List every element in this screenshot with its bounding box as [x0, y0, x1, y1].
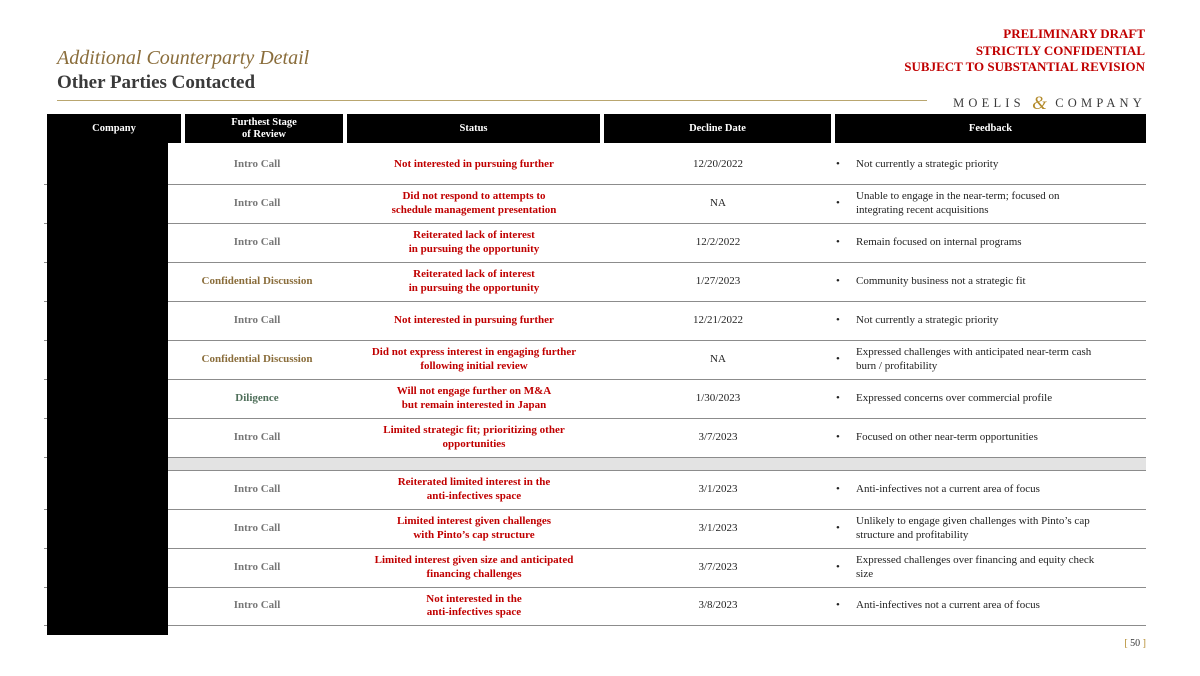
- slide-subtitle: Other Parties Contacted: [57, 72, 256, 93]
- draft-line-1: PRELIMINARY DRAFT: [1003, 26, 1145, 41]
- col-header-decline-date: Decline Date: [604, 114, 831, 143]
- row-tick: [44, 301, 47, 302]
- feedback-line: Expressed concerns over commercial profile: [856, 391, 1053, 404]
- status-line: Reiterated limited interest in the: [397, 476, 551, 488]
- bullet-icon: •: [836, 235, 840, 248]
- feedback-line: Anti-infectives not a current area of focus: [856, 599, 1040, 612]
- feedback-cell: [836, 470, 1136, 509]
- status-cell: [346, 301, 602, 340]
- table-row: [168, 340, 1146, 380]
- feedback-cell: [836, 262, 1136, 301]
- feedback-line: Unable to engage in the near-term; focused on: [856, 190, 1060, 202]
- feedback-line: integrating recent acquisitions: [856, 203, 989, 216]
- feedback-line: Not currently a strategic priority: [856, 313, 999, 326]
- bullet-icon: •: [836, 521, 840, 534]
- status-line: following initial review: [420, 359, 528, 372]
- logo-left: MOELIS: [953, 96, 1025, 110]
- stage-cell: Intro Call: [233, 196, 281, 209]
- table-row: [168, 262, 1146, 302]
- stage-cell: Intro Call: [233, 599, 281, 612]
- decline-date-cell: 3/8/2023: [698, 599, 738, 612]
- bullet-icon: •: [836, 560, 840, 573]
- status-cell: [346, 184, 602, 223]
- feedback-line: size: [856, 567, 874, 580]
- logo-ampersand: &: [1032, 93, 1048, 114]
- status-line: Limited strategic fit; prioritizing other: [383, 424, 565, 436]
- bullet-icon: •: [836, 196, 840, 209]
- row-tick: [44, 587, 47, 588]
- table-row: [168, 548, 1146, 588]
- table-row: [168, 301, 1146, 341]
- status-line: with Pinto’s cap structure: [413, 528, 535, 541]
- table-row: [168, 587, 1146, 626]
- feedback-line: Remain focused on internal programs: [856, 235, 1022, 248]
- col-header-status: Status: [347, 114, 600, 143]
- decline-date-cell: 3/7/2023: [698, 560, 738, 573]
- bullet-icon: •: [836, 430, 840, 443]
- row-tick: [44, 340, 47, 341]
- feedback-line: Not currently a strategic priority: [856, 157, 999, 170]
- logo-right: COMPANY: [1055, 96, 1146, 110]
- row-tick: [44, 457, 47, 458]
- bullet-icon: •: [836, 313, 840, 326]
- stage-cell: Intro Call: [233, 521, 281, 534]
- status-line: in pursuing the opportunity: [408, 242, 540, 255]
- redacted-company-block: [47, 143, 168, 635]
- feedback-line: Focused on other near-term opportunities: [856, 430, 1038, 443]
- status-cell: [346, 470, 602, 509]
- decline-date-cell: 3/7/2023: [698, 430, 738, 443]
- moelis-logo: [953, 91, 1146, 113]
- table-row: [168, 470, 1146, 510]
- decline-date-cell: 1/30/2023: [695, 391, 741, 404]
- decline-date-cell: 1/27/2023: [695, 274, 741, 287]
- row-tick: [44, 262, 47, 263]
- slide-title: Additional Counterparty Detail: [57, 47, 310, 69]
- table-row: [168, 418, 1146, 458]
- draft-notice: [904, 26, 1145, 76]
- stage-cell: Intro Call: [233, 482, 281, 495]
- row-tick: [44, 184, 47, 185]
- decline-date-cell: 12/2/2022: [695, 235, 741, 248]
- draft-line-3: SUBJECT TO SUBSTANTIAL REVISION: [904, 59, 1145, 74]
- feedback-cell: [836, 340, 1136, 379]
- decline-date-cell: NA: [710, 196, 726, 209]
- table-row: [168, 379, 1146, 419]
- status-cell: [346, 548, 602, 587]
- stage-cell: Intro Call: [233, 235, 281, 248]
- feedback-cell: [836, 587, 1136, 625]
- row-tick: [44, 625, 47, 626]
- feedback-cell: [836, 379, 1136, 418]
- row-tick: [44, 418, 47, 419]
- status-cell: [346, 262, 602, 301]
- status-line: Limited interest given challenges: [396, 515, 552, 527]
- status-line: Not interested in pursuing further: [394, 313, 554, 326]
- status-line: but remain interested in Japan: [401, 398, 547, 411]
- table-row: [168, 145, 1146, 185]
- stage-cell: Confidential Discussion: [201, 352, 313, 365]
- status-line: anti-infectives space: [426, 489, 522, 502]
- decline-date-cell: 12/21/2022: [692, 313, 744, 326]
- bullet-icon: •: [836, 482, 840, 495]
- page-number: [ 50 ]: [1124, 638, 1146, 649]
- feedback-line: Anti-infectives not a current area of focus: [856, 482, 1040, 495]
- status-line: schedule management presentation: [391, 203, 557, 216]
- bullet-icon: •: [836, 157, 840, 170]
- status-cell: [346, 418, 602, 457]
- stage-cell: Intro Call: [233, 313, 281, 326]
- table-row: [168, 184, 1146, 224]
- row-tick: [44, 223, 47, 224]
- feedback-line: Expressed challenges over financing and equity check: [856, 554, 1095, 566]
- feedback-line: Community business not a strategic fit: [856, 274, 1026, 287]
- stage-cell: Diligence: [235, 391, 279, 404]
- decline-date-cell: NA: [710, 352, 726, 365]
- status-line: Did not respond to attempts to: [402, 190, 546, 202]
- page-number-value: 50: [1130, 638, 1141, 649]
- col-header-stage: [185, 114, 343, 143]
- stage-cell: Intro Call: [233, 157, 281, 170]
- status-line: Not interested in the: [426, 592, 522, 605]
- feedback-line: Expressed challenges with anticipated near-term cash: [856, 346, 1092, 358]
- bullet-icon: •: [836, 274, 840, 287]
- status-line: Reiterated lack of interest: [413, 268, 535, 280]
- status-cell: [346, 145, 602, 184]
- decline-date-cell: 3/1/2023: [698, 521, 738, 534]
- decline-date-cell: 12/20/2022: [692, 157, 744, 170]
- status-line: in pursuing the opportunity: [408, 281, 540, 294]
- col-header-feedback: Feedback: [835, 114, 1146, 143]
- draft-line-2: STRICTLY CONFIDENTIAL: [975, 42, 1145, 58]
- title-rule: [57, 100, 927, 101]
- table-row: [168, 223, 1146, 263]
- status-cell: [346, 340, 602, 379]
- status-line: Will not engage further on M&A: [396, 385, 552, 397]
- feedback-line: Unlikely to engage given challenges with Pinto’s cap: [856, 515, 1090, 527]
- feedback-cell: [836, 184, 1136, 223]
- status-line: Reiterated lack of interest: [413, 229, 535, 241]
- status-cell: [346, 223, 602, 262]
- decline-date-cell: 3/1/2023: [698, 482, 738, 495]
- feedback-cell: [836, 223, 1136, 262]
- status-line: financing challenges: [426, 567, 522, 580]
- feedback-cell: [836, 145, 1136, 184]
- col-header-stage-line2: of Review: [241, 128, 287, 140]
- status-line: Limited interest given size and anticipated: [374, 554, 574, 566]
- status-line: Not interested in pursuing further: [394, 157, 554, 170]
- status-line: Did not express interest in engaging further: [371, 346, 577, 358]
- row-tick: [44, 509, 47, 510]
- stage-cell: Intro Call: [233, 560, 281, 573]
- feedback-cell: [836, 301, 1136, 340]
- feedback-line: structure and profitability: [856, 528, 969, 541]
- status-cell: [346, 379, 602, 418]
- feedback-line: burn / profitability: [856, 359, 938, 372]
- table-row: [168, 509, 1146, 549]
- col-header-company: Company: [47, 114, 181, 143]
- feedback-cell: [836, 548, 1136, 587]
- stage-cell: Intro Call: [233, 430, 281, 443]
- status-line: opportunities: [442, 437, 506, 450]
- bullet-icon: •: [836, 391, 840, 404]
- feedback-cell: [836, 509, 1136, 548]
- bullet-icon: •: [836, 599, 840, 612]
- status-line: anti-infectives space: [426, 606, 522, 618]
- status-cell: [346, 587, 602, 625]
- row-tick: [44, 548, 47, 549]
- feedback-cell: [836, 418, 1136, 457]
- status-cell: [346, 509, 602, 548]
- col-header-stage-line1: Furthest Stage: [231, 116, 297, 128]
- row-tick: [44, 379, 47, 380]
- stage-cell: Confidential Discussion: [201, 274, 313, 287]
- bullet-icon: •: [836, 352, 840, 365]
